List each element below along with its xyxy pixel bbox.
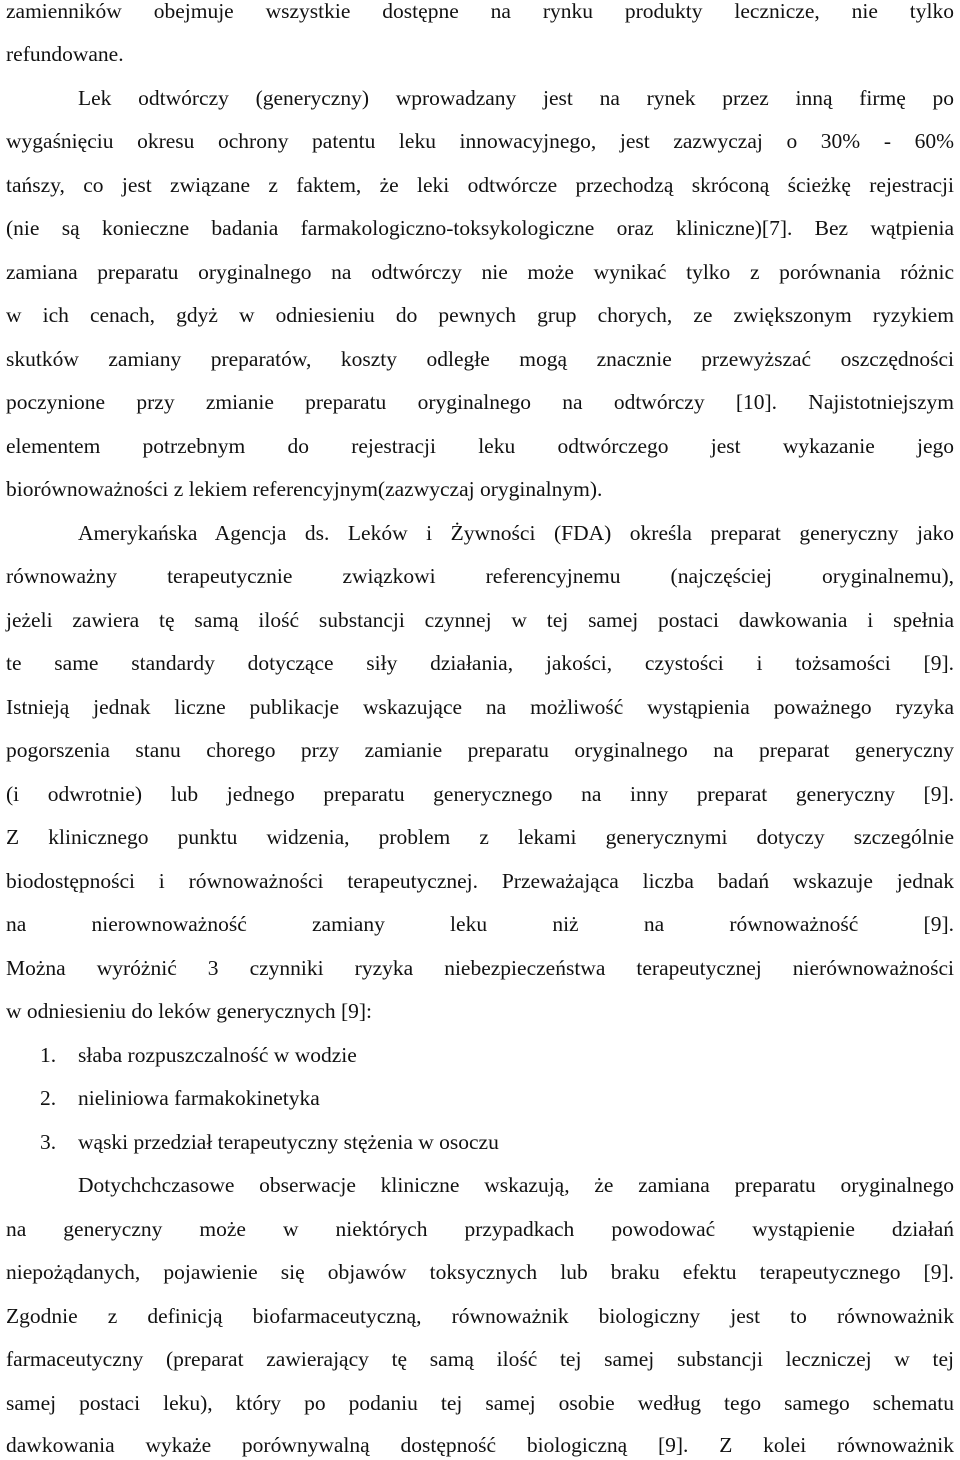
list-number: 2. xyxy=(40,1086,57,1110)
text-line: biodostępności i równoważności terapeutycznej. Przeważająca liczba badań wskazuje jednak xyxy=(6,869,954,893)
list-item xyxy=(40,1083,954,1113)
text-line: Zgodnie z definicją biofarmaceutyczną, równoważnik biologiczny jest to równoważnik xyxy=(6,1304,954,1328)
list-text: słaba rozpuszczalność w wodzie xyxy=(78,1043,357,1067)
list-item xyxy=(40,1040,954,1070)
list-item xyxy=(40,1127,954,1157)
text-line: refundowane. xyxy=(6,42,124,66)
text-line: zamiana preparatu oryginalnego na odtwórczy nie może wynikać tylko z porównania różnic xyxy=(6,260,954,284)
text-line: farmaceutyczny (preparat zawierający tę samą ilość tej samej substancji leczniczej w tej xyxy=(6,1347,954,1371)
list-text: wąski przedział terapeutyczny stężenia w osoczu xyxy=(78,1130,499,1154)
text-line: na nierownoważność zamiany leku niż na równoważność [9]. xyxy=(6,912,954,936)
text-line: Z klinicznego punktu widzenia, problem z lekami generycznymi dotyczy szczególnie xyxy=(6,825,954,849)
text-line: w odniesieniu do leków generycznych [9]: xyxy=(6,999,372,1023)
text-line: zamienników obejmuje wszystkie dostępne na rynku produkty lecznicze, nie tylko xyxy=(6,0,954,23)
text-line: dawkowania wykaże porównywalną dostępność biologiczną [9]. Z kolei równoważnik xyxy=(6,1433,954,1457)
text-line: na generyczny może w niektórych przypadkach powodować wystąpienie działań xyxy=(6,1217,954,1241)
text-line: biorównoważności z lekiem referencyjnym(zazwyczaj oryginalnym). xyxy=(6,477,603,501)
text-line: te same standardy dotyczące siły działania, jakości, czystości i tożsamości [9]. xyxy=(6,651,954,675)
text-line: elementem potrzebnym do rejestracji leku odtwórczego jest wykazanie jego xyxy=(6,434,954,458)
text-line: niepożądanych, pojawienie się objawów toksycznych lub braku efektu terapeutycznego [9]. xyxy=(6,1260,954,1284)
text-line: pogorszenia stanu chorego przy zamianie preparatu oryginalnego na preparat generyczny xyxy=(6,738,954,762)
text-line: Istnieją jednak liczne publikacje wskazujące na możliwość wystąpienia poważnego ryzyka xyxy=(6,695,954,719)
text-line: poczynione przy zmianie preparatu oryginalnego na odtwórczy [10]. Najistotniejszym xyxy=(6,390,954,414)
text-line: w ich cenach, gdyż w odniesieniu do pewnych grup chorych, ze zwiększonym ryzykiem xyxy=(6,303,954,327)
paragraph-start-line: Amerykańska Agencja ds. Leków i Żywności (FDA) określa preparat generyczny jako xyxy=(78,521,954,545)
paragraph-start-line: Lek odtwórczy (generyczny) wprowadzany jest na rynek przez inną firmę po xyxy=(78,86,954,110)
text-line: tańszy, co jest związane z faktem, że leki odtwórcze przechodzą skróconą ścieżkę rejestracji xyxy=(6,173,954,197)
list-number: 3. xyxy=(40,1130,57,1154)
text-line: równoważny terapeutycznie związkowi referencyjnemu (najczęściej oryginalnemu), xyxy=(6,564,954,588)
text-line: jeżeli zawiera tę samą ilość substancji czynnej w tej samej postaci dawkowania i spełnia xyxy=(6,608,954,632)
paragraph-start-line: Dotychchczasowe obserwacje kliniczne wskazują, że zamiana preparatu oryginalnego xyxy=(78,1173,954,1197)
text-line: (nie są konieczne badania farmakologiczno-toksykologiczne oraz kliniczne)[7]. Bez wątpienia xyxy=(6,216,954,240)
text-line: skutków zamiany preparatów, koszty odległe mogą znacznie przewyższać oszczędności xyxy=(6,347,954,371)
list-text: nieliniowa farmakokinetyka xyxy=(78,1086,320,1110)
text-line: (i odwrotnie) lub jednego preparatu generycznego na inny preparat generyczny [9]. xyxy=(6,782,954,806)
text-line: wygaśnięciu okresu ochrony patentu leku innowacyjnego, jest zazwyczaj o 30% - 60% xyxy=(6,129,954,153)
list-number: 1. xyxy=(40,1043,57,1067)
text-line: samej postaci leku), który po podaniu tej samej osobie według tego samego schematu xyxy=(6,1391,954,1415)
text-line: Można wyróżnić 3 czynniki ryzyka niebezpieczeństwa terapeutycznej nierównoważności xyxy=(6,956,954,980)
